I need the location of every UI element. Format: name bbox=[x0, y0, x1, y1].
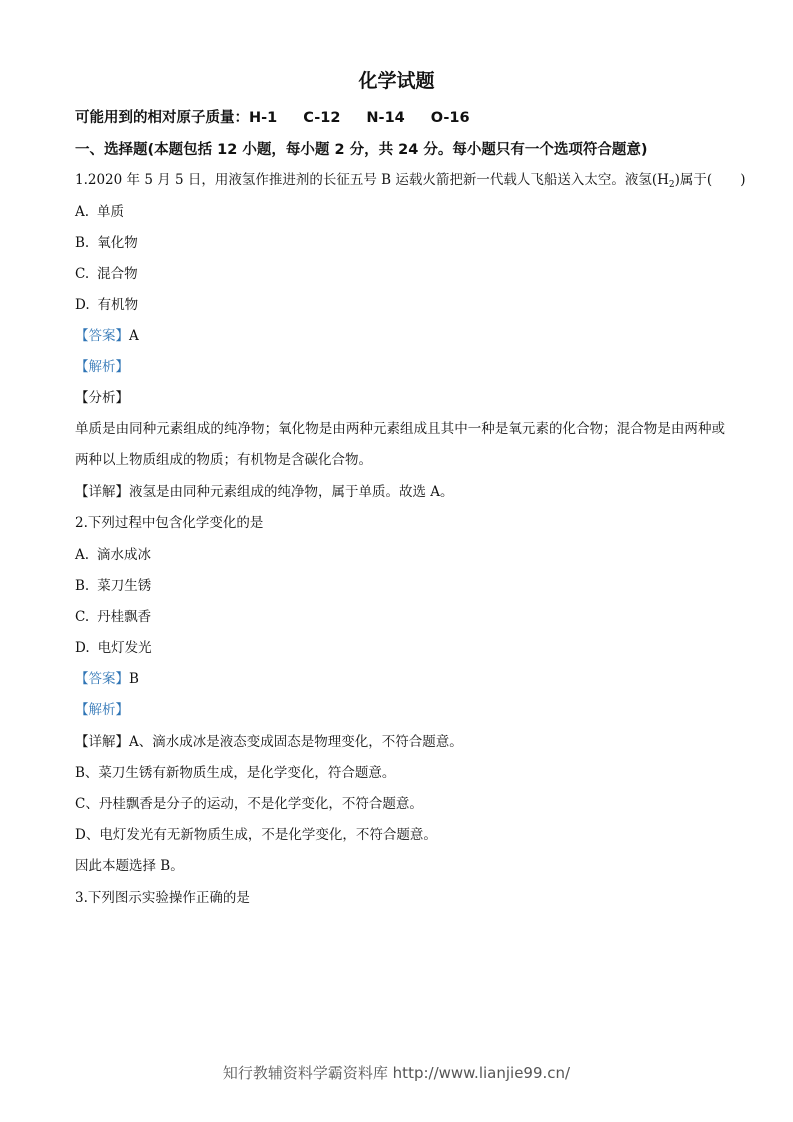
q2-detail-a bbox=[75, 732, 463, 752]
option-letter: A. bbox=[75, 547, 90, 563]
q2-option-a bbox=[75, 545, 151, 565]
page-title: 化学试题 bbox=[358, 70, 435, 92]
q1-fenxi-tag: 【分析】 bbox=[75, 390, 129, 406]
option-text: 混合物 bbox=[97, 266, 138, 282]
detail-tag: 【详解】 bbox=[75, 734, 129, 750]
atomic-mass-n: N-14 bbox=[366, 110, 405, 126]
q1-option-b bbox=[75, 233, 138, 253]
q1-answer bbox=[75, 326, 139, 346]
option-letter: C. bbox=[75, 266, 90, 282]
q2-detail-c: C、丹桂飘香是分子的运动，不是化学变化，不符合题意。 bbox=[75, 796, 423, 812]
atomic-mass-c: C-12 bbox=[303, 110, 341, 126]
q2-option-c bbox=[75, 607, 151, 627]
question-1-stem bbox=[75, 170, 745, 195]
q1-option-a bbox=[75, 202, 124, 222]
q1-stem-tail: )属于( bbox=[674, 172, 713, 188]
q1-option-c bbox=[75, 264, 138, 284]
option-text: 滴水成冰 bbox=[97, 547, 152, 563]
option-letter: B. bbox=[75, 235, 90, 251]
option-text: 丹桂飘香 bbox=[97, 609, 152, 625]
question-3-stem: 3.下列图示实验操作正确的是 bbox=[75, 890, 250, 906]
atomic-mass-label: 可能用到的相对原子质量： bbox=[75, 110, 249, 126]
q1-option-d bbox=[75, 295, 138, 315]
atomic-mass-h: H-1 bbox=[249, 110, 278, 126]
option-letter: B. bbox=[75, 578, 90, 594]
option-text: 菜刀生锈 bbox=[97, 578, 152, 594]
atomic-mass-line bbox=[75, 108, 496, 128]
q2-answer bbox=[75, 669, 139, 689]
q1-stem-subscript: 2 bbox=[668, 180, 675, 190]
option-text: 氧化物 bbox=[97, 235, 138, 251]
option-letter: D. bbox=[75, 640, 90, 656]
answer-tag: 【答案】 bbox=[75, 671, 129, 687]
q2-option-d bbox=[75, 638, 152, 658]
option-text: 单质 bbox=[97, 204, 125, 220]
option-text: 电灯发光 bbox=[97, 640, 152, 656]
detail-text: A、滴水成冰是液态变成固态是物理变化，不符合题意。 bbox=[129, 734, 463, 750]
option-text: 有机物 bbox=[97, 297, 139, 313]
q2-detail-d: D、电灯发光有无新物质生成，不是化学变化，不符合题意。 bbox=[75, 827, 437, 843]
q2-conclusion: 因此本题选择 B。 bbox=[75, 858, 184, 874]
q1-fenxi-text: 单质是由同种元素组成的纯净物；氧化物是由两种元素组成且其中一种是氧元素的化合物；混合物是由两种或两种以上物质组成的物质；有机物是含碳化合物。 bbox=[75, 421, 725, 468]
question-2-stem: 2.下列过程中包含化学变化的是 bbox=[75, 515, 264, 531]
answer-tag: 【答案】 bbox=[75, 328, 129, 344]
option-letter: C. bbox=[75, 609, 90, 625]
detail-text: 液氢是由同种元素组成的纯净物，属于单质。故选 A。 bbox=[129, 484, 454, 500]
atomic-mass-o: O-16 bbox=[430, 110, 470, 126]
q2-option-b bbox=[75, 576, 151, 596]
q2-detail-b: B、菜刀生锈有新物质生成，是化学变化，符合题意。 bbox=[75, 765, 396, 781]
q1-analysis-tag: 【解析】 bbox=[75, 359, 129, 375]
q1-stem-close: ) bbox=[740, 172, 746, 188]
option-letter: A. bbox=[75, 204, 90, 220]
q1-detail bbox=[75, 482, 454, 502]
footer-watermark: 知行教辅资料学霸资料库 http://www.lianjie99.cn/ bbox=[222, 1064, 571, 1082]
q1-stem-text: 1.2020 年 5 月 5 日，用液氢作推进剂的长征五号 B 运载火箭把新一代载人飞船送入太空。液氢(H bbox=[75, 172, 669, 188]
q2-analysis-tag: 【解析】 bbox=[75, 702, 129, 718]
answer-value: B bbox=[129, 671, 139, 687]
section-heading: 一、选择题(本题包括 12 小题，每小题 2 分，共 24 分。每小题只有一个选项符合题意) bbox=[75, 142, 648, 158]
option-letter: D. bbox=[75, 297, 90, 313]
detail-tag: 【详解】 bbox=[75, 484, 129, 500]
answer-value: A bbox=[129, 328, 139, 344]
